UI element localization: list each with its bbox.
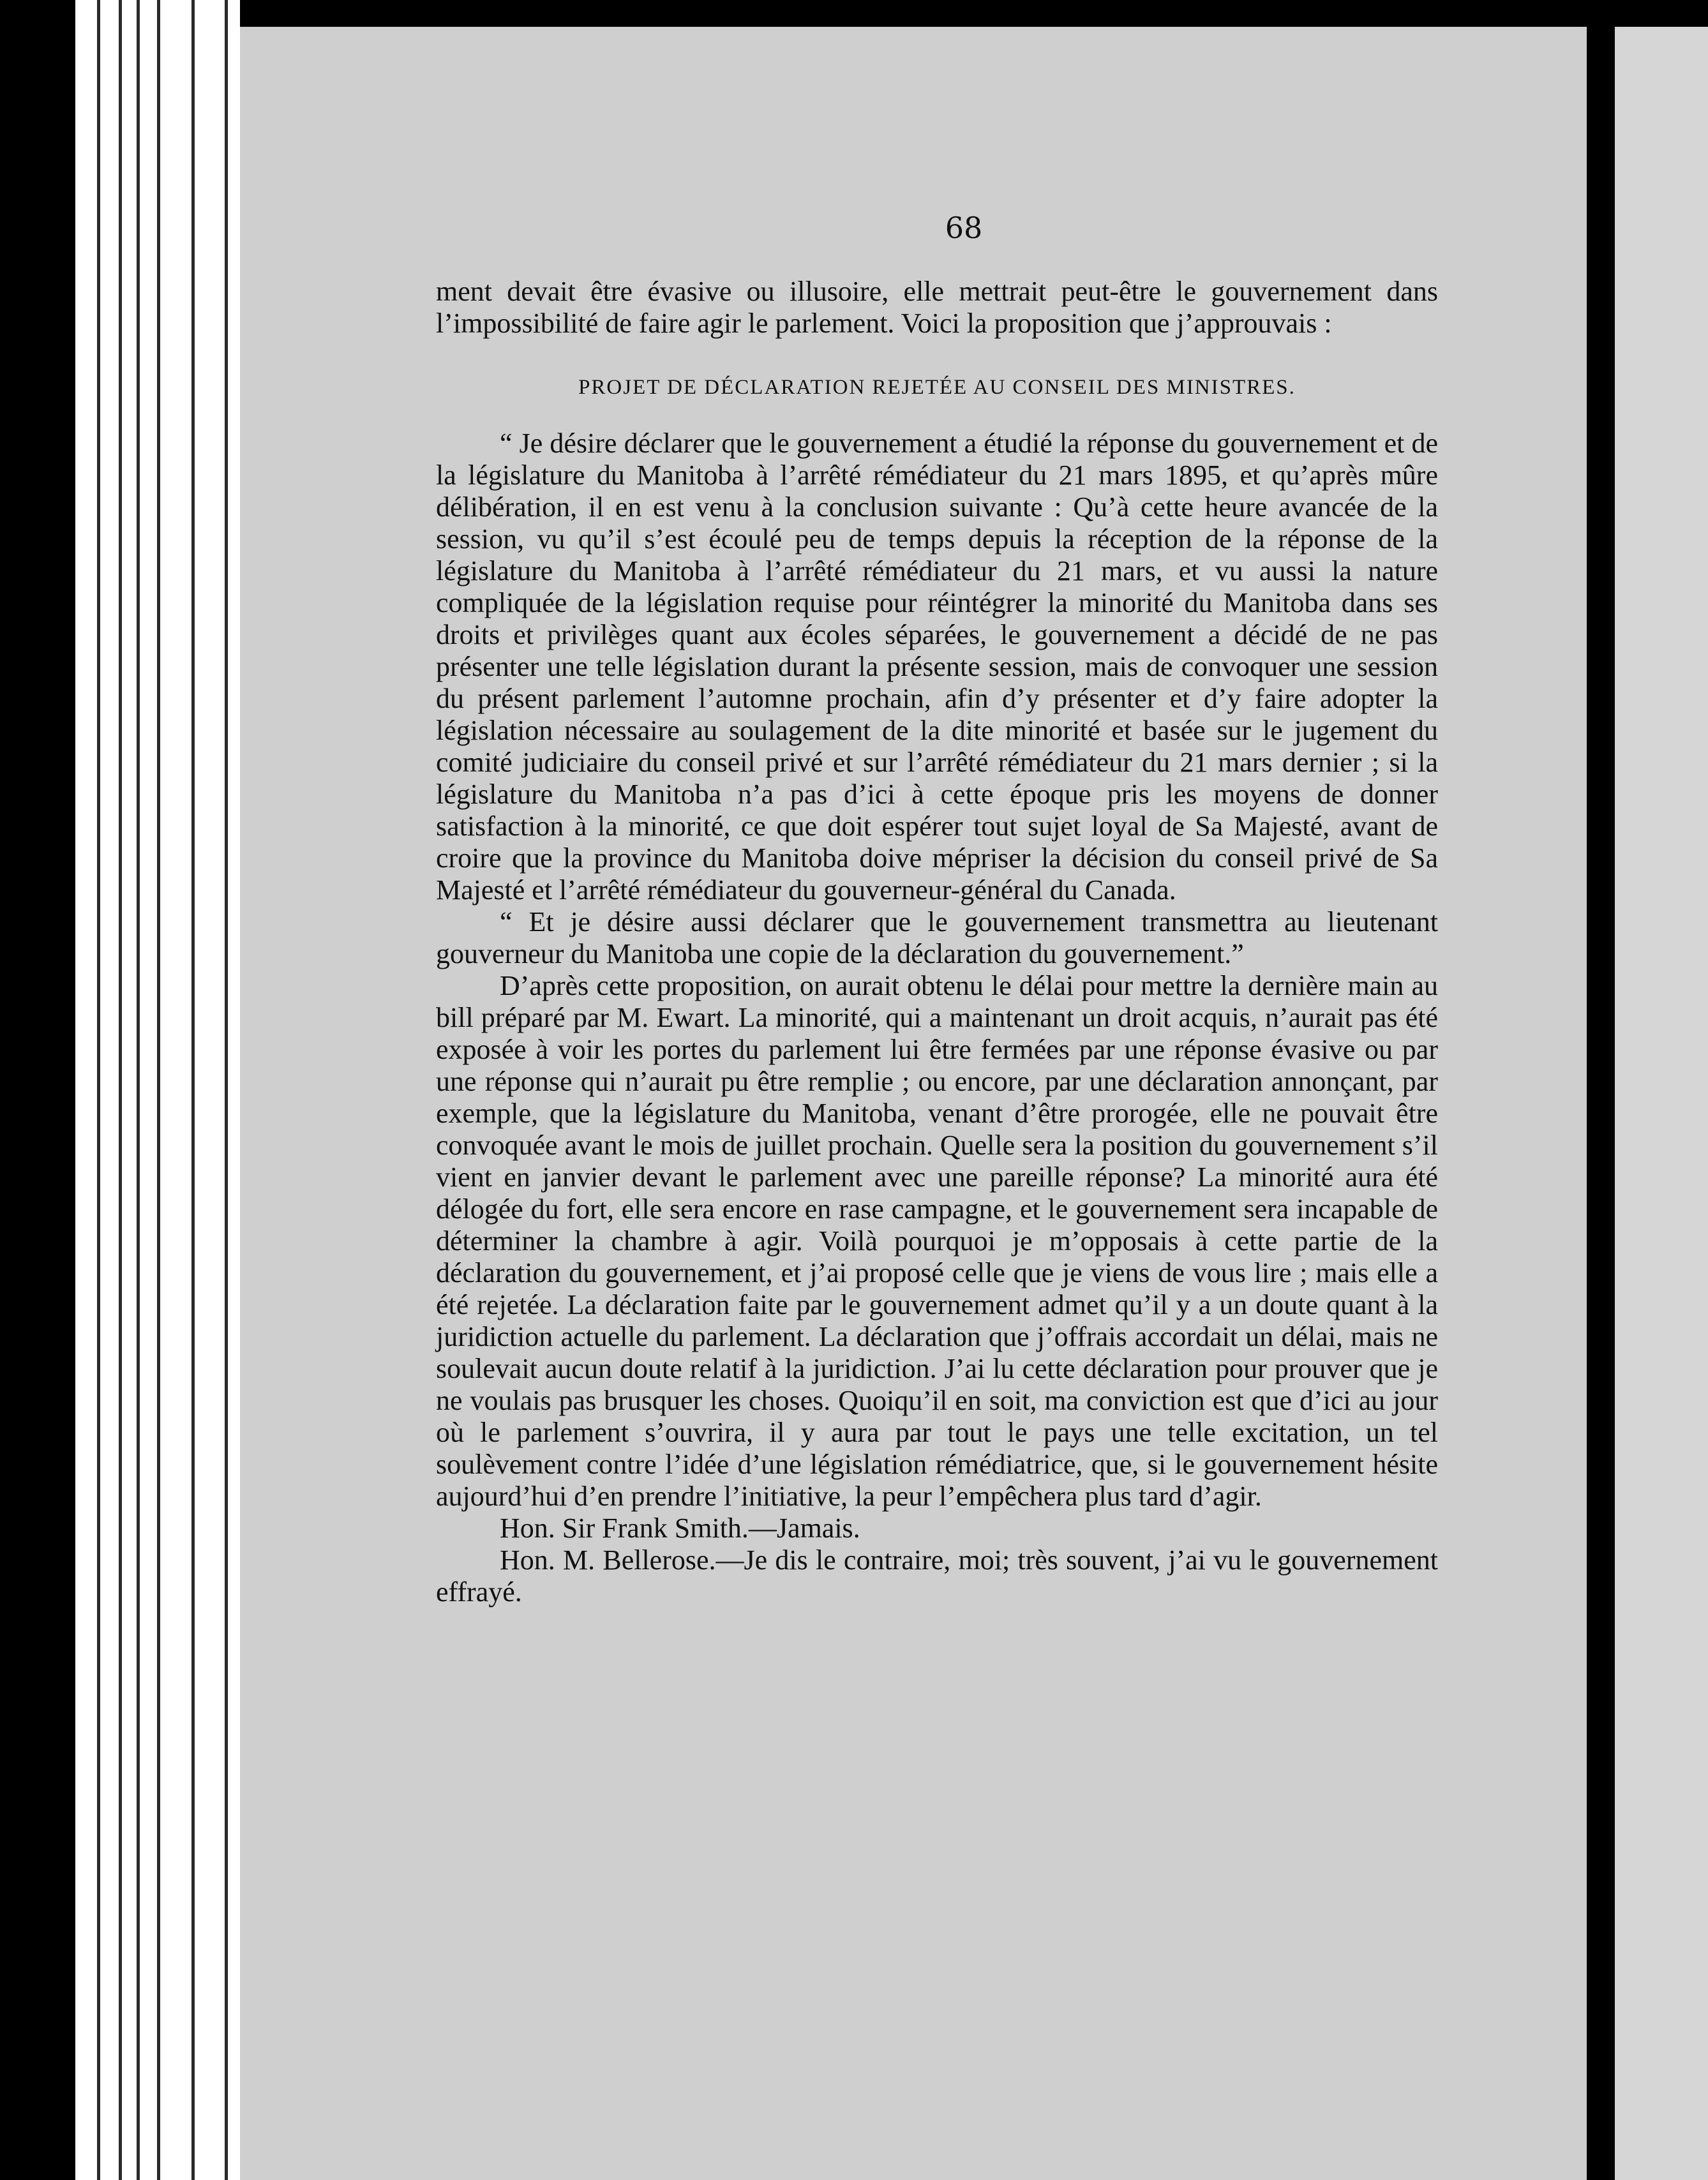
speaker-line: Hon. M. Bellerose.—Je dis le contraire, moi; très souvent, j’ai vu le gouvernement effrayé. <box>436 1544 1438 1608</box>
commentary-paragraph: D’après cette proposition, on aurait obtenu le délai pour mettre la dernière main au bill préparé par M. Ewart. La minorité, qui a maintenant un droit acquis, n’aurait pas été exposée à voir les portes du parlement lui être fermées par une réponse évasive ou par une réponse qui n’aurait pu être remplie ; ou encore, par une déclaration annonçant, par exemple, que la législature du Manitoba, venant d’être prorogée, elle ne pouvait être convoquée avant le mois de juillet prochain. Quelle sera la position du gouvernement s’il vient en janvier devant le parlement avec une pareille réponse? La minorité aura été délogée du fort, elle sera encore en rase campagne, et le gouvernement sera incapable de déterminer la chambre à agir. Voilà pourquoi je m’opposais à cette partie de la déclaration du gouvernement, et j’ai proposé celle que je viens de vous lire ; mais elle a été rejetée. La déclaration faite par le gouvernement admet qu’il y a un doute quant à la juridiction actuelle du parlement. La déclaration que j’offrais accordait un délai, mais ne soulevait aucun doute relatif à la juridiction. J’ai lu cette déclaration pour prouver que je ne voulais pas brusquer les choses. Quoiqu’il en soit, ma conviction est que d’ici au jour où le parlement s’ouvrira, il y aura par tout le pays une telle excitation, un tel soulèvement contre l’idée d’une législation rémédiatrice, que, si le gouvernement hésite aujourd’hui d’en prendre l’initiative, la peur l’empêchera plus tard d’agir. <box>436 970 1438 1512</box>
page-edge-line <box>137 0 140 2180</box>
page-edge-line <box>225 0 228 2180</box>
page-edge-line <box>191 0 195 2180</box>
page-edge-line <box>157 0 160 2180</box>
declaration-paragraph: “ Et je désire aussi déclarer que le gouvernement transmettra au lieutenant gouverneur du Manitoba une copie de la déclaration du gouvernement.” <box>436 906 1438 969</box>
facing-page-gutter <box>1610 27 1615 2180</box>
page-edge-line <box>97 0 100 2180</box>
declaration-paragraph: “ Je désire déclarer que le gouvernement a étudié la réponse du gouvernement et de la législature du Manitoba à l’arrêté rémédiateur du 21 mars 1895, et qu’après mûre délibération, il en est venu à la conclusion suivante : Qu’à cette heure avancée de la session, vu qu’il s’est écoulé peu de temps depuis la réception de la réponse de la législature du Manitoba à l’arrêté rémédiateur du 21 mars, et vu aussi la nature compliquée de la législation requise pour réintégrer la minorité du Manitoba dans ses droits et privilèges quant aux écoles séparées, le gouvernement a décidé de ne pas présenter une telle législation durant la présente session, mais de convoquer une session du présent parlement l’automne prochain, afin d’y présenter et d’y faire adopter la législation nécessaire au soulagement de la dite minorité et basée sur le jugement du comité judiciaire du conseil privé et sur l’arrêté rémédiateur du 21 mars dernier ; si la législature du Manitoba n’a pas d’ici à cette époque pris les moyens de donner satisfaction à la minorité, ce que doit espérer tout sujet loyal de Sa Majesté, avant de croire que la province du Manitoba doive mépriser la décision du conseil privé de Sa Majesté et l’arrêté rémédiateur du gouverneur-général du Canada. <box>436 428 1438 906</box>
page-number: 68 <box>945 211 983 245</box>
page-text <box>436 276 1438 1608</box>
speaker-line: Hon. Sir Frank Smith.—Jamais. <box>500 1512 860 1544</box>
section-heading: PROJET DE DÉCLARATION REJETÉE AU CONSEIL DES MINISTRES. <box>578 376 1296 399</box>
facing-page-edge <box>1615 27 1708 2180</box>
opening-paragraph: ment devait être évasive ou illusoire, elle mettrait peut-être le gouvernement dans l’impossibilité de faire agir le parlement. Voici la proposition que j’approuvais : <box>436 276 1438 339</box>
page-edge-line <box>119 0 122 2180</box>
